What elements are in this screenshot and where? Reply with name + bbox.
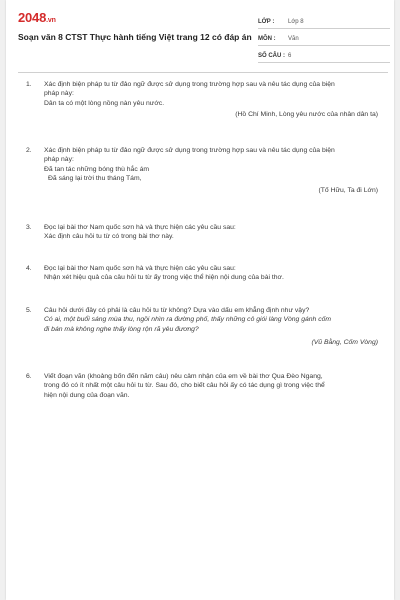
- question-body: [44, 146, 378, 195]
- question-number: 5.: [26, 307, 32, 314]
- meta-value: Văn: [288, 36, 299, 42]
- meta-value: 6: [288, 53, 292, 59]
- question-body: [44, 264, 378, 283]
- question-body: [44, 80, 378, 120]
- poem-line: Đã sáng lại trời thu tháng Tám,: [48, 175, 142, 183]
- question-line: trong đó có ít nhất một câu hỏi tu từ. Sau đó, cho biết câu hỏi ấy có tác dụng gì trong việc thể: [44, 382, 325, 390]
- question-number: 3.: [26, 224, 32, 231]
- meta-key: SỐ CÂU :: [258, 53, 285, 59]
- question-line: Viết đoạn văn (khoảng bốn đến năm câu) nêu cảm nhận của em về bài thơ Qua Đèo Ngang,: [44, 373, 323, 380]
- question-line: Xác định biện pháp tu từ đảo ngữ được sử dụng trong trường hợp sau và nêu tác dụng của biện: [44, 147, 335, 154]
- question-line: Xác định câu hỏi tu từ có trong bài thơ này.: [44, 233, 174, 241]
- header-divider: [18, 72, 388, 73]
- quoted-text: đi bán mà không nghe thấy lòng rộn rã yêu đương?: [44, 325, 199, 333]
- quoted-text: Dân ta có một lòng nồng nàn yêu nước.: [44, 99, 165, 107]
- question-line: pháp này:: [44, 90, 74, 98]
- meta-key: LỚP :: [258, 19, 275, 25]
- meta-value: Lớp 8: [288, 19, 304, 25]
- quote-source: (Hồ Chí Minh, Lòng yêu nước của nhân dân ta): [235, 111, 378, 119]
- question-number: 2.: [26, 147, 32, 154]
- question-line: Nhận xét hiệu quả của câu hỏi tu từ ấy trong việc thể hiện nội dung của bài thơ.: [44, 274, 284, 282]
- meta-row-count: [258, 48, 390, 63]
- question-body: [44, 372, 378, 400]
- poem-line: Đã tan tác những bóng thù hắc ám: [44, 165, 150, 173]
- quote-source: (Tố Hữu, Ta đi Lớn): [318, 186, 378, 194]
- meta-key: MÔN :: [258, 36, 276, 42]
- document-meta: [258, 14, 390, 63]
- meta-row-subject: [258, 31, 390, 46]
- question-body: [44, 306, 378, 348]
- question-line: Đọc lại bài thơ Nam quốc sơn hà và thực hiện các yêu cầu sau:: [44, 265, 236, 272]
- site-logo[interactable]: 2048.vn: [18, 10, 56, 25]
- meta-row-class: [258, 14, 390, 29]
- question-line: Xác định biện pháp tu từ đảo ngữ được sử dụng trong trường hợp sau và nêu tác dụng của biện: [44, 81, 335, 88]
- quote-source: (Vũ Bằng, Cốm Vòng): [311, 339, 378, 347]
- question-number: 1.: [26, 81, 32, 88]
- question-line: Đọc lại bài thơ Nam quốc sơn hà và thực hiện các yêu cầu sau:: [44, 224, 236, 231]
- question-number: 4.: [26, 265, 32, 272]
- question-number: 6.: [26, 373, 32, 380]
- quoted-text: Có ai, một buổi sáng mùa thu, ngồi nhìn ra đường phố, thấy những cô giói làng Vòng gánh cốm: [44, 316, 332, 324]
- question-line: Câu hỏi dưới đây có phải là câu hỏi tu từ không? Dựa vào dấu em khẳng định như vậy?: [44, 307, 310, 314]
- question-line: hiện nội dung của đoạn văn.: [44, 391, 130, 399]
- question-line: pháp này:: [44, 156, 74, 164]
- document-title: Soạn văn 8 CTST Thực hành tiếng Việt trang 12 có đáp án: [18, 32, 252, 42]
- document-header: [18, 10, 388, 66]
- document-page: [6, 0, 394, 600]
- question-body: [44, 223, 378, 242]
